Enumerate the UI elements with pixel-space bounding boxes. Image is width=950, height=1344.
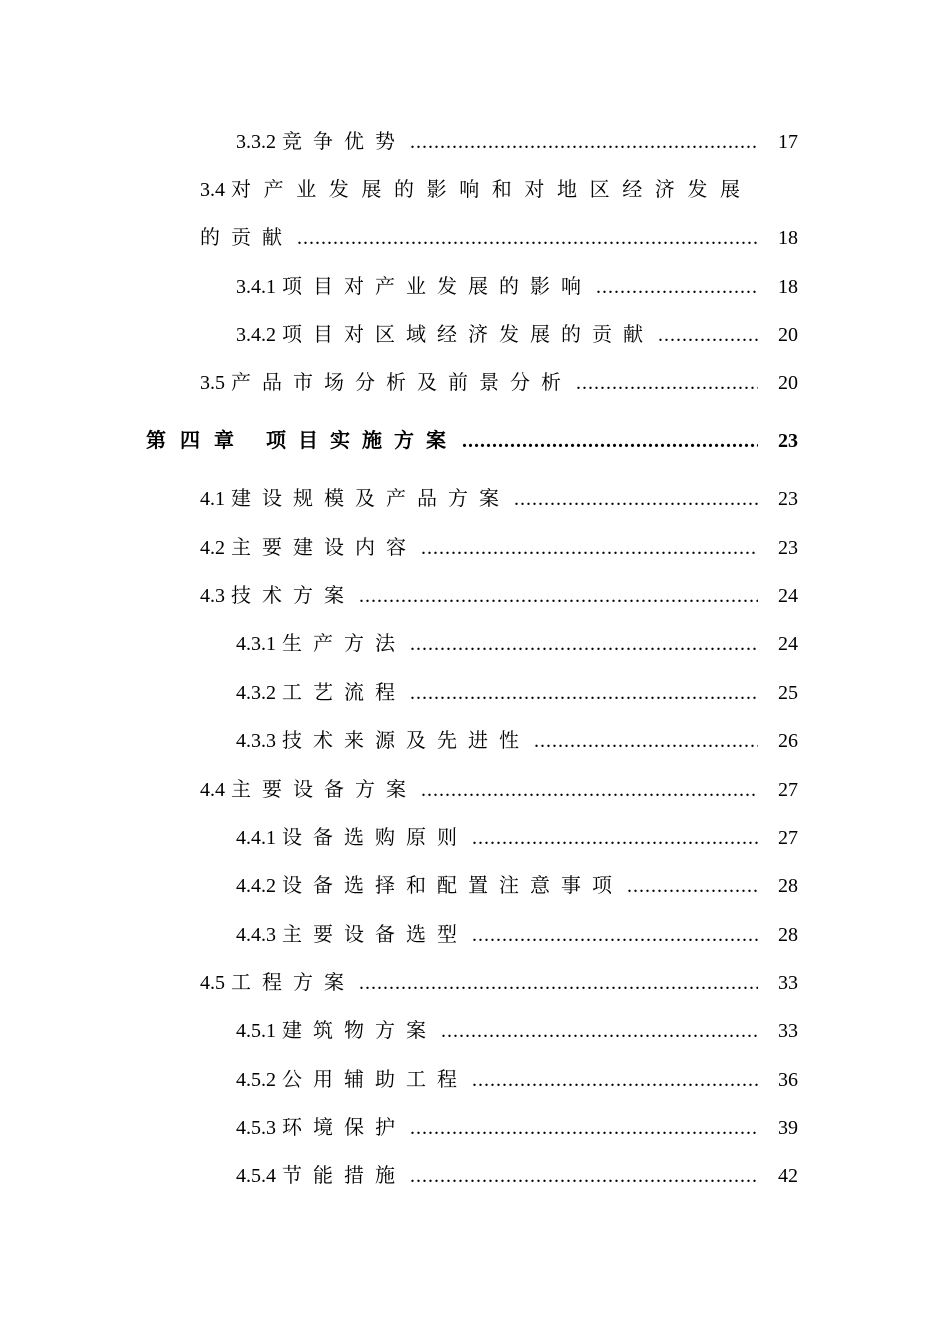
toc-entry-page: 27 [778, 827, 798, 849]
toc-entry-page: 28 [778, 924, 798, 946]
toc-entry-page: 24 [778, 585, 798, 607]
toc-entry-4-4[interactable] [200, 773, 798, 805]
toc-entry-number: 4.5.4 [236, 1165, 276, 1187]
toc-entry-title: 公用辅助工程 [282, 1067, 468, 1091]
toc-entry-4-5[interactable] [200, 966, 798, 998]
toc-entry-3-3-2[interactable] [236, 125, 798, 157]
toc-entry-number: 4.4.3 [236, 924, 276, 946]
toc-entry-number: 4.1 [200, 488, 225, 510]
toc-entry-3-4-2[interactable] [236, 318, 798, 350]
toc-entry-page: 18 [778, 276, 798, 298]
dot-leader [297, 222, 758, 254]
toc-entry-title: 建筑物方案 [282, 1018, 437, 1042]
toc-entry-page: 23 [778, 537, 798, 559]
toc-entry-number: 4.3.3 [236, 730, 276, 752]
dot-leader [441, 1015, 758, 1047]
toc-entry-page: 17 [778, 131, 798, 153]
toc-chapter-4[interactable] [146, 424, 798, 456]
toc-entry-page: 28 [778, 875, 798, 897]
toc-entry-page: 20 [778, 372, 798, 394]
dot-leader [472, 1064, 758, 1096]
dot-leader [421, 532, 758, 564]
toc-chapter-title: 项目实施方案 [266, 428, 458, 452]
toc-entry-page: 25 [778, 682, 798, 704]
toc-entry-page: 23 [778, 488, 798, 510]
dot-leader [472, 822, 758, 854]
toc-entry-4-2[interactable] [200, 531, 798, 563]
toc-entry-title: 生产方法 [282, 631, 406, 655]
dot-leader [534, 725, 758, 757]
toc-entry-title: 设备选购原则 [282, 825, 468, 849]
toc-entry-title: 竞争优势 [282, 129, 406, 153]
dot-leader [658, 319, 758, 351]
toc-entry-page: 20 [778, 324, 798, 346]
dot-leader [627, 870, 758, 902]
toc-entry-4-5-2[interactable] [236, 1063, 798, 1095]
toc-entry-title: 主要设备选型 [282, 922, 468, 946]
toc-entry-page: 42 [778, 1165, 798, 1187]
toc-entry-4-4-1[interactable] [236, 821, 798, 853]
toc-entry-page: 23 [778, 430, 798, 452]
toc-entry-4-3-2[interactable] [236, 676, 798, 708]
toc-entry-4-3-3[interactable] [236, 724, 798, 756]
toc-entry-page: 33 [778, 972, 798, 994]
toc-entry-title: 工程方案 [231, 970, 355, 994]
dot-leader [359, 967, 758, 999]
toc-entry-4-5-4[interactable] [236, 1159, 798, 1191]
toc-entry-page: 39 [778, 1117, 798, 1139]
toc-entry-title: 项目对产业发展的影响 [282, 274, 592, 298]
toc-entry-page: 24 [778, 633, 798, 655]
toc-entry-3-4[interactable] [200, 173, 798, 205]
dot-leader [410, 1112, 758, 1144]
toc-entry-number: 4.4.1 [236, 827, 276, 849]
toc-entry-title: 节能措施 [282, 1163, 406, 1187]
toc-entry-4-3[interactable] [200, 579, 798, 611]
toc-entry-title: 技术方案 [231, 583, 355, 607]
toc-entry-title: 主要设备方案 [231, 777, 417, 801]
toc-entry-4-5-1[interactable] [236, 1014, 798, 1046]
toc-entry-number: 3.4.1 [236, 276, 276, 298]
dot-leader [462, 425, 758, 457]
toc-entry-number: 3.3.2 [236, 131, 276, 153]
dot-leader [359, 580, 758, 612]
dot-leader [576, 367, 758, 399]
dot-leader [410, 126, 758, 158]
toc-entry-title: 对产业发展的影响和对地区经济发展 [231, 177, 753, 201]
dot-leader [596, 271, 758, 303]
toc-entry-number: 4.2 [200, 537, 225, 559]
toc-entry-number: 3.5 [200, 372, 225, 394]
dot-leader [410, 1160, 758, 1192]
toc-entry-title: 设备选择和配置注意事项 [282, 873, 623, 897]
toc-entry-title: 项目对区域经济发展的贡献 [282, 322, 654, 346]
toc-entry-4-4-2[interactable] [236, 869, 798, 901]
toc-chapter-number: 第四章 [146, 430, 248, 452]
toc-entry-3-4-continued[interactable] [200, 221, 798, 253]
toc-entry-3-4-1[interactable] [236, 270, 798, 302]
toc-entry-page: 27 [778, 779, 798, 801]
toc-entry-number: 4.5.3 [236, 1117, 276, 1139]
toc-entry-number: 3.4 [200, 179, 225, 201]
dot-leader [472, 919, 758, 951]
dot-leader [410, 677, 758, 709]
toc-entry-number: 3.4.2 [236, 324, 276, 346]
toc-entry-number: 4.3.1 [236, 633, 276, 655]
toc-entry-number: 4.5.1 [236, 1020, 276, 1042]
toc-entry-page: 36 [778, 1069, 798, 1091]
toc-entry-title: 主要建设内容 [231, 535, 417, 559]
toc-entry-title: 产品市场分析及前景分析 [231, 370, 572, 394]
toc-entry-title: 技术来源及先进性 [282, 728, 530, 752]
toc-entry-3-5[interactable] [200, 366, 798, 398]
toc-entry-number: 4.5 [200, 972, 225, 994]
toc-entry-title: 的贡献 [200, 225, 293, 249]
dot-leader [514, 483, 758, 515]
toc-entry-number: 4.3 [200, 585, 225, 607]
toc-entry-page: 26 [778, 730, 798, 752]
toc-entry-title: 环境保护 [282, 1115, 406, 1139]
toc-entry-4-5-3[interactable] [236, 1111, 798, 1143]
toc-entry-4-4-3[interactable] [236, 918, 798, 950]
toc-entry-number: 4.4 [200, 779, 225, 801]
toc-entry-4-3-1[interactable] [236, 627, 798, 659]
toc-entry-title: 建设规模及产品方案 [231, 486, 510, 510]
toc-entry-number: 4.3.2 [236, 682, 276, 704]
toc-entry-number: 4.4.2 [236, 875, 276, 897]
toc-entry-page: 33 [778, 1020, 798, 1042]
dot-leader [410, 628, 758, 660]
toc-entry-title: 工艺流程 [282, 680, 406, 704]
toc-entry-page: 18 [778, 227, 798, 249]
toc-entry-4-1[interactable] [200, 482, 798, 514]
toc-entry-number: 4.5.2 [236, 1069, 276, 1091]
dot-leader [421, 774, 758, 806]
